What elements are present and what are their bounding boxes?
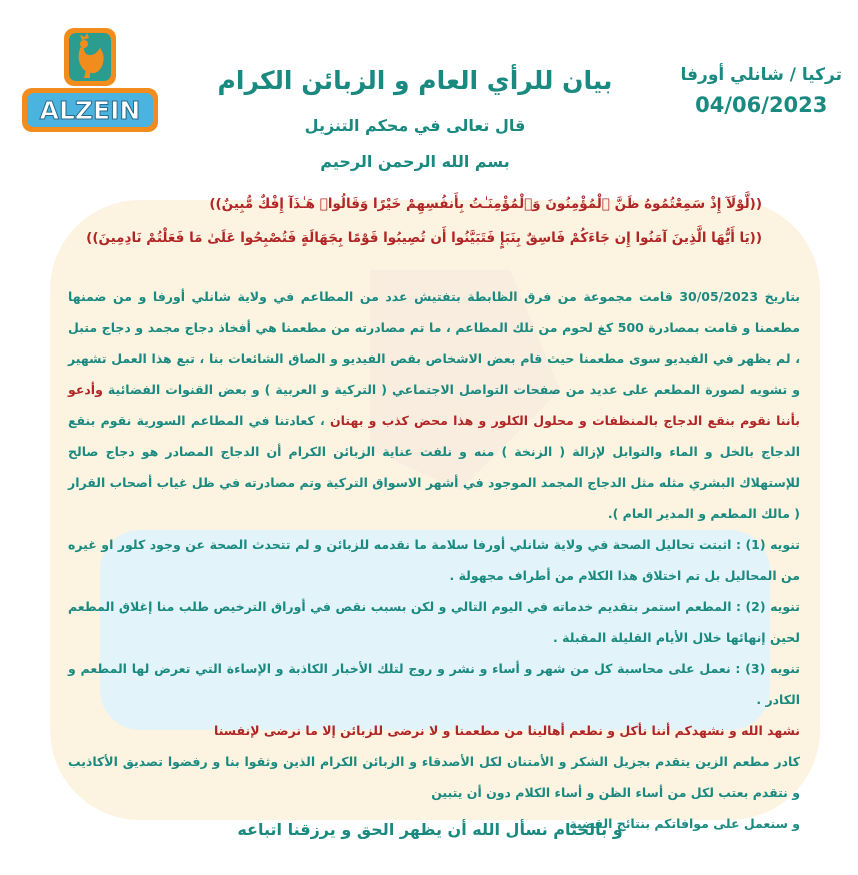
subtitle: قال تعالى في محكم التنزيل [304,116,526,135]
basmala: بسم الله الرحمن الرحيم [320,152,510,171]
note-3: تنويه (3) : نعمل على محاسبة كل من شهر و أساء و نشر و روج لتلك الأخبار الكاذبة و الإساءة التي تعرض لها المطعم و الكادر . [68,661,800,707]
note-2: تنويه (2) : المطعم استمر بتقديم خدماته في اليوم التالي و لكن بسبب نقص في أوراق الترخيص طلب منا إغلاق المطعم لحين إنهائها خلال الأيام القليلة المقبلة . [68,599,800,645]
thanks-paragraph: كادر مطعم الزين يتقدم بجزيل الشكر و الأمتنان لكل الأصدقاء و الزبائن الكرام الذين وثقوا بنا و رفضوا تصديق الأكاذيب و نتقدم بعتب لكل من أساء الظن و أساء الكلام دون أن يتبين [68,754,800,800]
quran-verse-2: ((يَا أَيُّهَا الَّذِينَ آمَنُوا إِن جَاءَكُمْ فَاسِقٌ بِنَبَإٍ فَتَبَيَّنُوا أَن تُصِيبُوا قَوْمًا بِجَهَالَةٍ فَتُصْبِحُوا عَلَىٰ مَا فَعَلْتُمْ نَادِمِينَ)) [86,230,762,246]
paragraph-highlight: وأدعو بأننا نقوم بنقع الدجاج بالمنظفات و محلول الكلور و هذا محض كذب و بهتان [68,382,800,428]
testimony-line: نشهد الله و نشهدكم أننا نأكل و نطعم أهالينا من مطعمنا و لا نرضى للزبائن إلا ما نرضى لإنفسنا [214,723,800,738]
location-label: تركيا / شانلي أورفا [680,65,842,85]
statement-body [68,281,800,839]
note-1: تنويه (1) : اثبتت تحاليل الصحة في ولاية شانلي أورفا سلامة ما نقدمه للزبائن و لم تتحدث الصحة عن وجود كلور او غيره من المحاليل بل تم اختلاق هذا الكلام من أطراف مجهولة . [68,537,800,583]
paragraph-text: بتاريخ 30/05/2023 قامت مجموعة من فرق الظابطة بتفتيش عدد من المطاعم في ولاية شانلي أورفا و من ضمنها مطعمنا و قامت بمصادرة 500 كغ لحوم من تلك المطاعم ، ما تم مصادرته من مطعمنا هي أفخاذ دجاج مجمد و دجاج متبل ، لم يظهر في الفيديو سوى مطعمنا حيث قام بعض الاشخاص بقص الفيديو و الصاق الشائعات بنا ، تبع هذا العمل تشهير و تشويه لصورة المطعم على عديد من صفحات التواصل الاجتماعي ( التركية و العربية ) و بعض القنوات الفضائية [68,289,801,397]
quran-verse-1: ((لَّوْلَآ إِذْ سَمِعْتُمُوهُ ظَنَّ ٱلْمُؤْمِنُونَ وَٱلْمُؤْمِنَـٰتُ بِأَنفُسِهِمْ خَيْرًا وَقَالُوا۟ هَـٰذَآ إِفْكٌ مُّبِينٌ)) [209,196,762,212]
closing-line: و بالختام نسأل الله أن يظهر الحق و يرزقنا اتباعه [237,820,623,839]
followup-line: و سنعمل على موافاتكم بنتائج القضية [569,816,800,831]
paragraph-incident [68,281,800,529]
statement-date: 04/06/2023 [695,93,828,117]
paragraph-text: ، كعادتنا في المطاعم السورية نقوم بنقع الدجاج بالخل و الماء والتوابل لإزالة ( الزنخة ) منه و نلفت عناية الزبائن الكرام أن الدجاج المصادر هو دجاج صالح للإستهلاك البشري مثله مثل الدجاج المجمد الموجود في أشهر الاسواق التركية وتم مصادرته في ظل غياب أصحاب القرار ( مالك المطعم و المدير العام ). [68,413,800,521]
location-date-block [681,64,842,120]
logo-text: ALZEIN [39,96,141,125]
page-title: بيان للرأي العام و الزبائن الكرام [217,66,613,95]
alzein-logo [20,26,160,136]
